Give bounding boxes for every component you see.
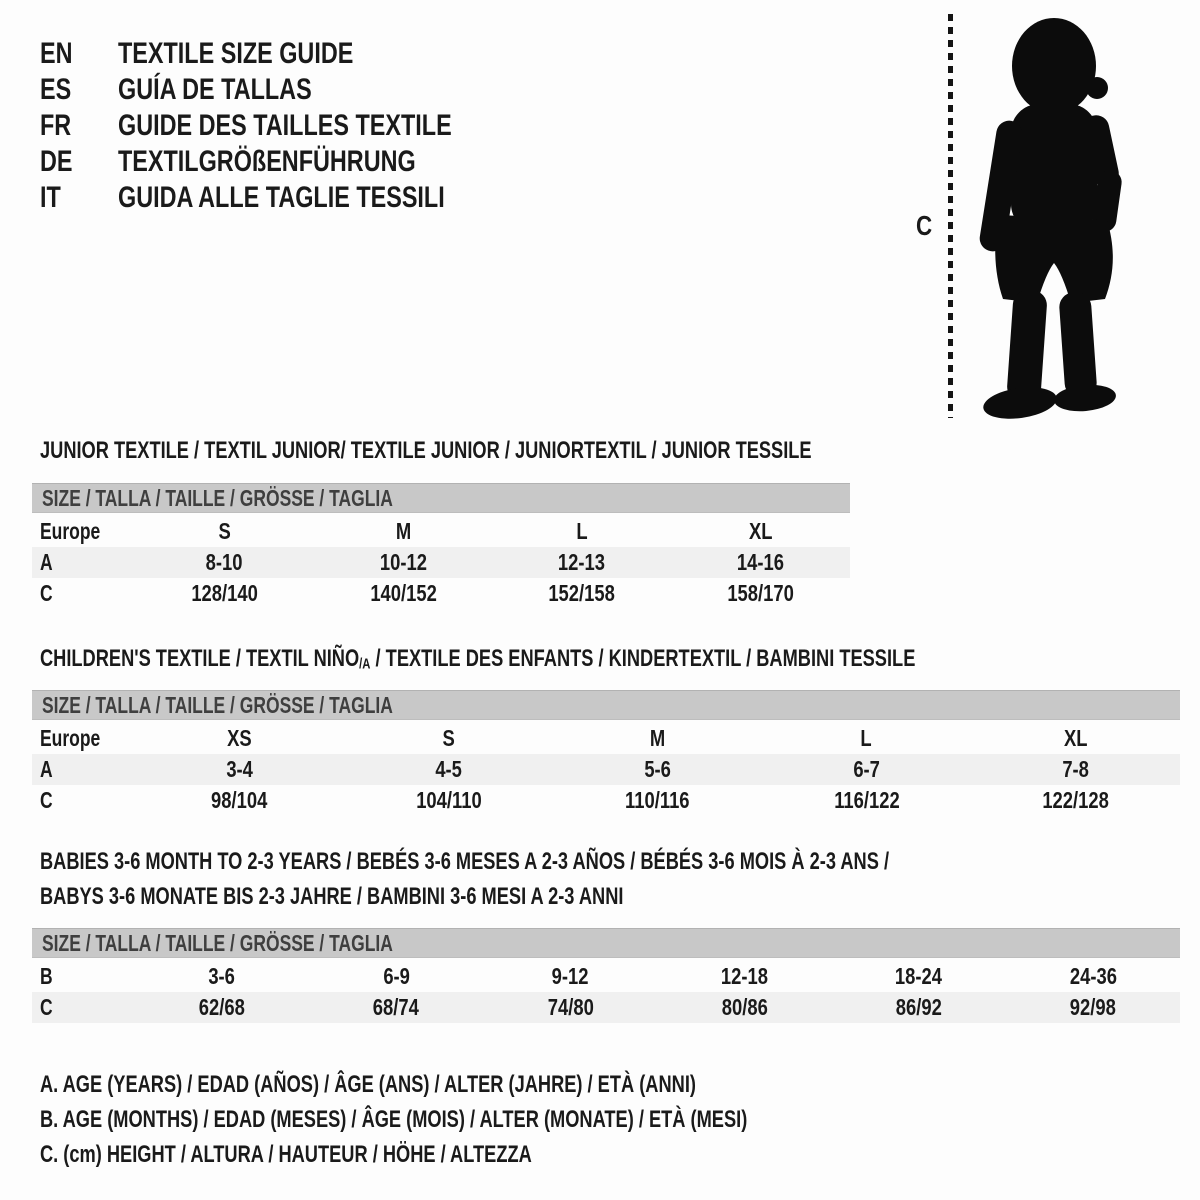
table-cell: 8-10	[205, 549, 243, 575]
table-cell: 12-13	[558, 549, 606, 575]
row-label: A	[40, 756, 53, 782]
row-label: Europe	[40, 518, 101, 544]
guide-title-es: GUÍA DE TALLAS	[118, 73, 312, 106]
measurement-legend	[40, 1071, 971, 1176]
children-size-table	[32, 690, 1180, 816]
size-header-bar: SIZE / TALLA / TAILLE / GRÖSSE / TAGLIA	[32, 483, 850, 513]
table-cell: 104/110	[415, 787, 482, 813]
guide-title-fr: GUIDE DES TAILLES TEXTILE	[118, 109, 452, 142]
height-label: C	[916, 210, 933, 241]
lang-code: IT	[40, 181, 61, 214]
row-label: C	[40, 994, 53, 1020]
table-row	[32, 723, 1180, 754]
guide-title-it: GUIDA ALLE TAGLIE TESSILI	[118, 181, 445, 214]
table-cell: XL	[1063, 725, 1088, 751]
table-cell: 68/74	[373, 994, 420, 1020]
lang-row-fr	[40, 108, 546, 144]
legend-line-c: C. (cm) HEIGHT / ALTURA / HAUTEUR / HÖHE / ALTEZZA	[40, 1141, 532, 1168]
table-row	[32, 578, 850, 609]
size-header-bar: SIZE / TALLA / TAILLE / GRÖSSE / TAGLIA	[32, 928, 1180, 958]
lang-row-en	[40, 36, 546, 72]
table-cell: L	[860, 725, 873, 751]
table-row	[32, 961, 1180, 992]
table-cell: 3-6	[208, 963, 236, 989]
table-cell: 122/128	[1042, 787, 1109, 813]
children-section-title: CHILDREN'S TEXTILE / TEXTIL NIÑO/A / TEXTILE DES ENFANTS / KINDERTEXTIL / BAMBINI TESSILE	[40, 645, 916, 673]
table-cell: 140/152	[369, 580, 437, 606]
row-label: A	[40, 549, 53, 575]
table-cell: 98/104	[211, 787, 268, 813]
table-cell: S	[442, 725, 455, 751]
lang-row-de	[40, 144, 546, 180]
guide-title-de: TEXTILGRÖßENFÜHRUNG	[118, 145, 416, 178]
lang-code: ES	[40, 73, 72, 106]
babies-size-table	[32, 928, 1180, 1023]
table-row	[32, 785, 1180, 816]
table-cell: 7-8	[1062, 756, 1089, 782]
language-title-list	[40, 36, 546, 216]
table-cell: 9-12	[552, 963, 589, 989]
junior-size-table	[32, 483, 850, 609]
legend-line-a: A. AGE (YEARS) / EDAD (AÑOS) / ÂGE (ANS) / ALTER (JAHRE) / ETÀ (ANNI)	[40, 1071, 696, 1098]
title-subscript: /A	[359, 656, 371, 673]
row-label: Europe	[40, 725, 101, 751]
table-cell: 80/86	[721, 994, 768, 1020]
guide-title-en: TEXTILE SIZE GUIDE	[118, 37, 354, 70]
lang-code: DE	[40, 145, 73, 178]
table-cell: 62/68	[199, 994, 246, 1020]
table-cell: M	[395, 518, 411, 544]
table-cell: 158/170	[727, 580, 794, 606]
table-cell: 116/122	[833, 787, 900, 813]
legend-line-b: B. AGE (MONTHS) / EDAD (MESES) / ÂGE (MOIS) / ALTER (MONATE) / ETÀ (MESI)	[40, 1106, 748, 1133]
lang-code: FR	[40, 109, 72, 142]
table-row	[32, 547, 850, 578]
lang-code: EN	[40, 37, 73, 70]
table-cell: XS	[227, 725, 252, 751]
table-cell: 74/80	[547, 994, 594, 1020]
babies-section-title-line2: BABYS 3-6 MONATE BIS 2-3 JAHRE / BAMBINI 3-6 MESI A 2-3 ANNI	[40, 883, 624, 910]
table-cell: S	[218, 518, 231, 544]
table-cell: 12-18	[721, 963, 769, 989]
table-cell: 10-12	[379, 549, 427, 575]
table-cell: 6-7	[853, 756, 880, 782]
table-row	[32, 516, 850, 547]
table-cell: 6-9	[382, 963, 410, 989]
table-cell: 152/158	[548, 580, 616, 606]
table-cell: XL	[748, 518, 773, 544]
table-cell: 18-24	[895, 963, 943, 989]
baby-silhouette-icon	[958, 12, 1146, 422]
table-cell: 24-36	[1069, 963, 1117, 989]
table-cell: M	[649, 725, 666, 751]
table-cell: 92/98	[1069, 994, 1116, 1020]
table-cell: 128/140	[191, 580, 258, 606]
table-cell: L	[576, 518, 588, 544]
table-row	[32, 992, 1180, 1023]
babies-section-title-line1: BABIES 3-6 MONTH TO 2-3 YEARS / BEBÉS 3-6 MESES A 2-3 AÑOS / BÉBÉS 3-6 MOIS À 2-3 ANS /	[40, 848, 890, 875]
row-label: B	[40, 963, 53, 989]
table-cell: 3-4	[226, 756, 253, 782]
table-cell: 86/92	[895, 994, 942, 1020]
junior-section-title: JUNIOR TEXTILE / TEXTIL JUNIOR/ TEXTILE JUNIOR / JUNIORTEXTIL / JUNIOR TESSILE	[40, 437, 812, 464]
row-label: C	[40, 787, 53, 813]
lang-row-es	[40, 72, 546, 108]
table-row	[32, 754, 1180, 785]
table-cell: 110/116	[625, 787, 690, 813]
table-cell: 4-5	[435, 756, 462, 782]
table-cell: 14-16	[737, 549, 785, 575]
lang-row-it	[40, 180, 546, 216]
height-measure-line	[948, 14, 953, 418]
size-header-bar: SIZE / TALLA / TAILLE / GRÖSSE / TAGLIA	[32, 690, 1180, 720]
table-cell: 5-6	[644, 756, 671, 782]
row-label: C	[40, 580, 53, 606]
